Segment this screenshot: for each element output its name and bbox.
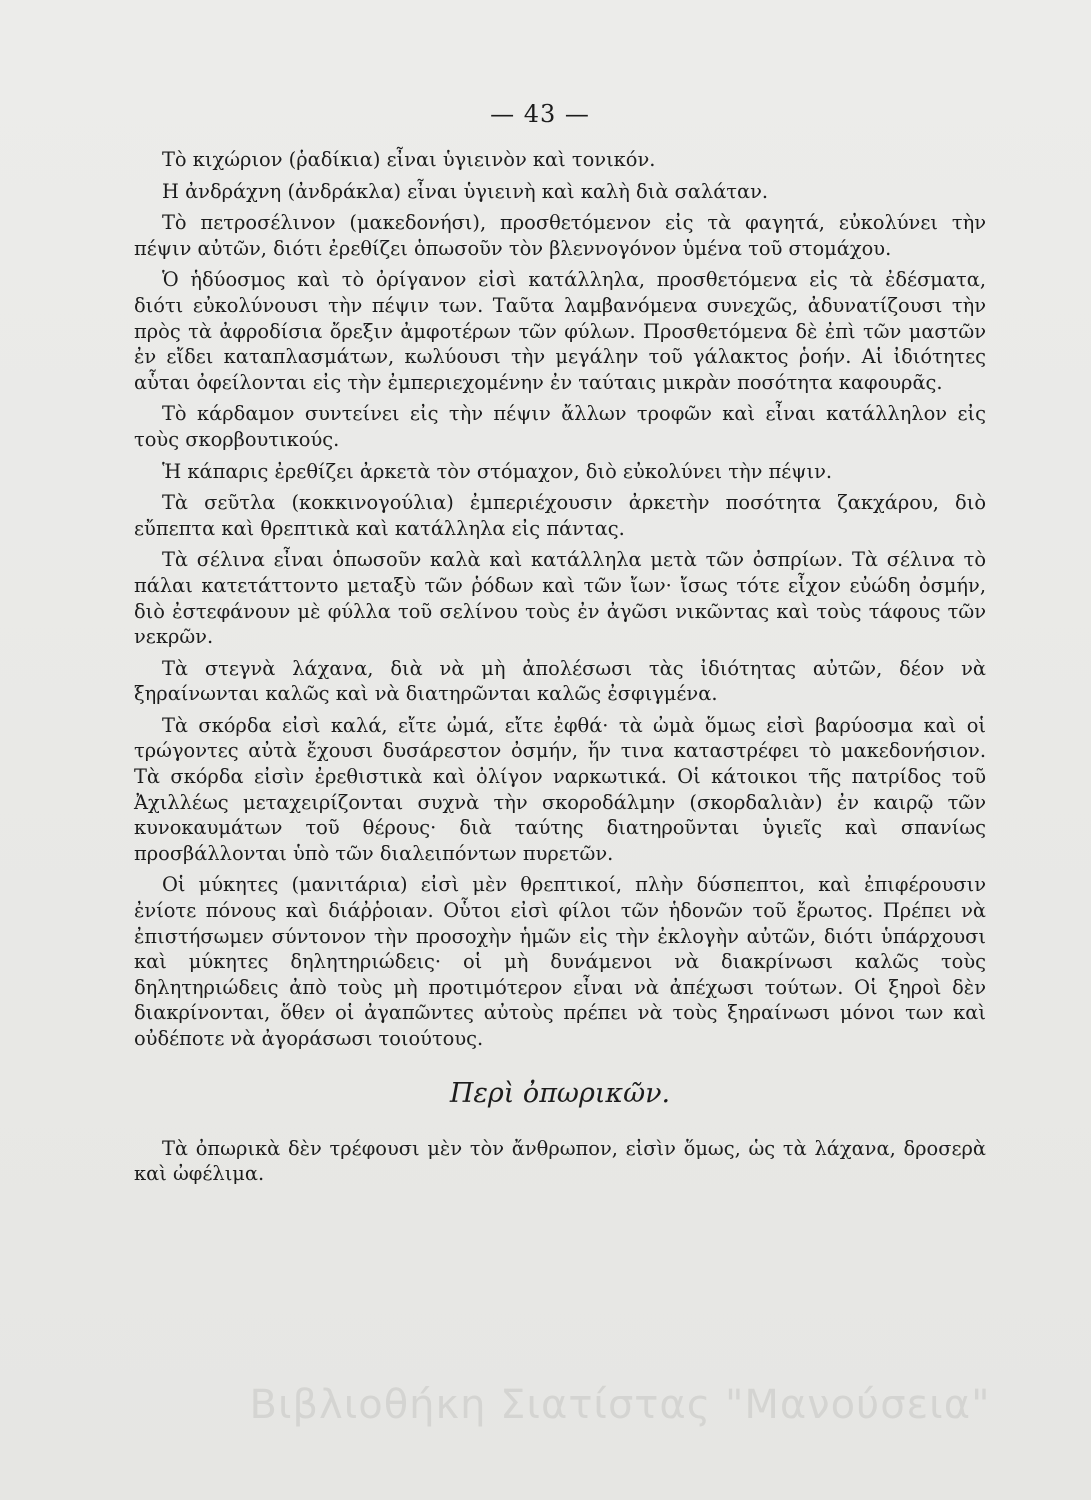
paragraph-beet: Τὰ σεῦτλα (κοκκινογούλια) ἐμπεριέχουσιν ἀρκετὴν ποσότητα ζακχάρου, διὸ εὔπεπτα καὶ θρεπτικὰ καὶ κατάλληλα εἰς πάντας.: [134, 491, 986, 540]
section-title: Περὶ ὀπωρικῶν.: [449, 1077, 671, 1109]
paragraph-dried-vegetables: Τὰ στεγνὰ λάχανα, διὰ νὰ μὴ ἀπολέσωσι τὰς ἰδιότητας αὐτῶν, δέον νὰ ξηραίνωνται καλῶς καὶ νὰ διατηρῶνται καλῶς ἐσφιγμένα.: [134, 656, 986, 706]
paragraph-garlic: Τὰ σκόρδα εἰσὶ καλά, εἴτε ὠμά, εἴτε ἐφθά· τὰ ὠμὰ ὅμως εἰσὶ βαρύοσμα καὶ οἱ τρώγοντες αὐτὰ ἔχουσι δυσάρεστον ὀσμήν, ἥν τινα καταστρέφει τὸ μακεδονήσιον. Τὰ σκόρδα εἰσὶν ἐρεθιστικὰ καὶ ὀλίγον ναρκωτικά. Οἱ κάτοικοι τῆς πατρίδος τοῦ Ἀχιλλέως μεταχειρίζονται συχνὰ τὴν σκοροδάλμην (σκορδαλιὰν) ἐν καιρῷ τῶν κυνοκαυμάτων τοῦ θέρους· διὰ ταύτης διατηροῦνται ὑγιεῖς καὶ σπανίως προσβάλλονται ὑπὸ τῶν διαλειπόντων πυρετῶν.: [134, 713, 986, 865]
paragraph-celery: Τὰ σέλινα εἶναι ὁπωσοῦν καλὰ καὶ κατάλληλα μετὰ τῶν ὀσπρίων. Τὰ σέλινα τὸ πάλαι κατετάττοντο μεταξὺ τῶν ῥόδων καὶ τῶν ἴων· ἴσως τότε εἶχον εὐώδη ὀσμήν, διὸ ἐστεφάνουν μὲ φύλλα τοῦ σελίνου τοὺς ἐν ἀγῶσι νικῶντας καὶ τοὺς τάφους τῶν νεκρῶν.: [134, 548, 986, 649]
paragraph-purslane: Η ἀνδράχνη (ἀνδράκλα) εἶναι ὑγιεινὴ καὶ καλὴ διὰ σαλάταν.: [162, 179, 769, 203]
page-number: — 43 —: [490, 100, 590, 128]
paragraph-chicory: Τὸ κιχώριον (ῥαδίκια) εἶναι ὑγιεινὸν καὶ τονικόν.: [162, 148, 656, 171]
paragraph-mint-oregano: Ὁ ἡδύοσμος καὶ τὸ ὀρίγανον εἰσὶ κατάλληλα, προσθετόμενα εἰς τὰ ἐδέσματα, διότι εὐκολύνουσι τὴν πέψιν των. Ταῦτα λαμβανόμενα συνεχῶς, ἀδυνατίζουσι τὴν πρὸς τὰ ἀφροδίσια ὄρεξιν ἀμφοτέρων τῶν φύλων. Προσθετόμενα δὲ ἐπὶ τῶν μαστῶν ἐν εἴδει καταπλασμάτων, κωλύουσι τὴν μεγάλην τοῦ γάλακτος ῥοήν. Αἱ ἰδιότητες αὗται ὀφείλονται εἰς τὴν ἐμπεριεχομένην ἐν ταύταις μικρὰν ποσότητα καφουρᾶς.: [134, 268, 986, 394]
library-watermark: Βιβλιοθήκη Σιατίστας "Μανούσεια": [249, 1382, 991, 1428]
paragraph-mushrooms: Οἱ μύκητες (μανιτάρια) εἰσὶ μὲν θρεπτικοί, πλὴν δύσπεπτοι, καὶ ἐπιφέρουσιν ἐνίοτε πόνους καὶ διάῤῥοιαν. Οὗτοι εἰσὶ φίλοι τῶν ἡδονῶν τοῦ ἔρωτος. Πρέπει νὰ ἐπιστήσωμεν σύντονον τὴν προσοχὴν ἡμῶν εἰς τὴν ἐκλογὴν αὐτῶν, διότι ὑπάρχουσι καὶ μύκητες δηλητηριώδεις· οἱ μὴ δυνάμενοι νὰ διακρίνωσι καλῶς τοὺς δηλητηριώδεις ἀπὸ τοὺς μὴ προτιμότερον εἶναι νὰ ἀπέχωσι τούτων. Οἱ ξηροὶ δὲν διακρίνονται, ὅθεν οἱ ἀγαπῶντες αὐτοὺς πρέπει νὰ τοὺς ξηραίνωσι μόνοι των καὶ οὐδέποτε νὰ ἀγοράσωσι τοιούτους.: [134, 873, 986, 1050]
paragraph-caper: Ἡ κάπαρις ἐρεθίζει ἀρκετὰ τὸν στόμαχον, διὸ εὐκολύνει τὴν πέψιν.: [162, 459, 833, 483]
paragraph-parsley: Τὸ πετροσέλινον (μακεδονήσι), προσθετόμενον εἰς τὰ φαγητά, εὐκολύνει τὴν πέψιν αὐτῶν, διότι ἐρεθίζει ὁπωσοῦν τὸν βλεννογόνον ὑμένα τοῦ στομάχου.: [134, 211, 986, 260]
page-body: [134, 147, 986, 1193]
paragraph-cress: Τὸ κάρδαμον συντείνει εἰς τὴν πέψιν ἄλλων τροφῶν καὶ εἶναι κατάλληλον εἰς τοὺς σκορβουτικούς.: [134, 402, 986, 451]
paragraph-fruits: Τὰ ὀπωρικὰ δὲν τρέφουσι μὲν τὸν ἄνθρωπον, εἰσὶν ὅμως, ὡς τὰ λάχανα, δροσερὰ καὶ ὠφέλιμα.: [134, 1136, 986, 1186]
